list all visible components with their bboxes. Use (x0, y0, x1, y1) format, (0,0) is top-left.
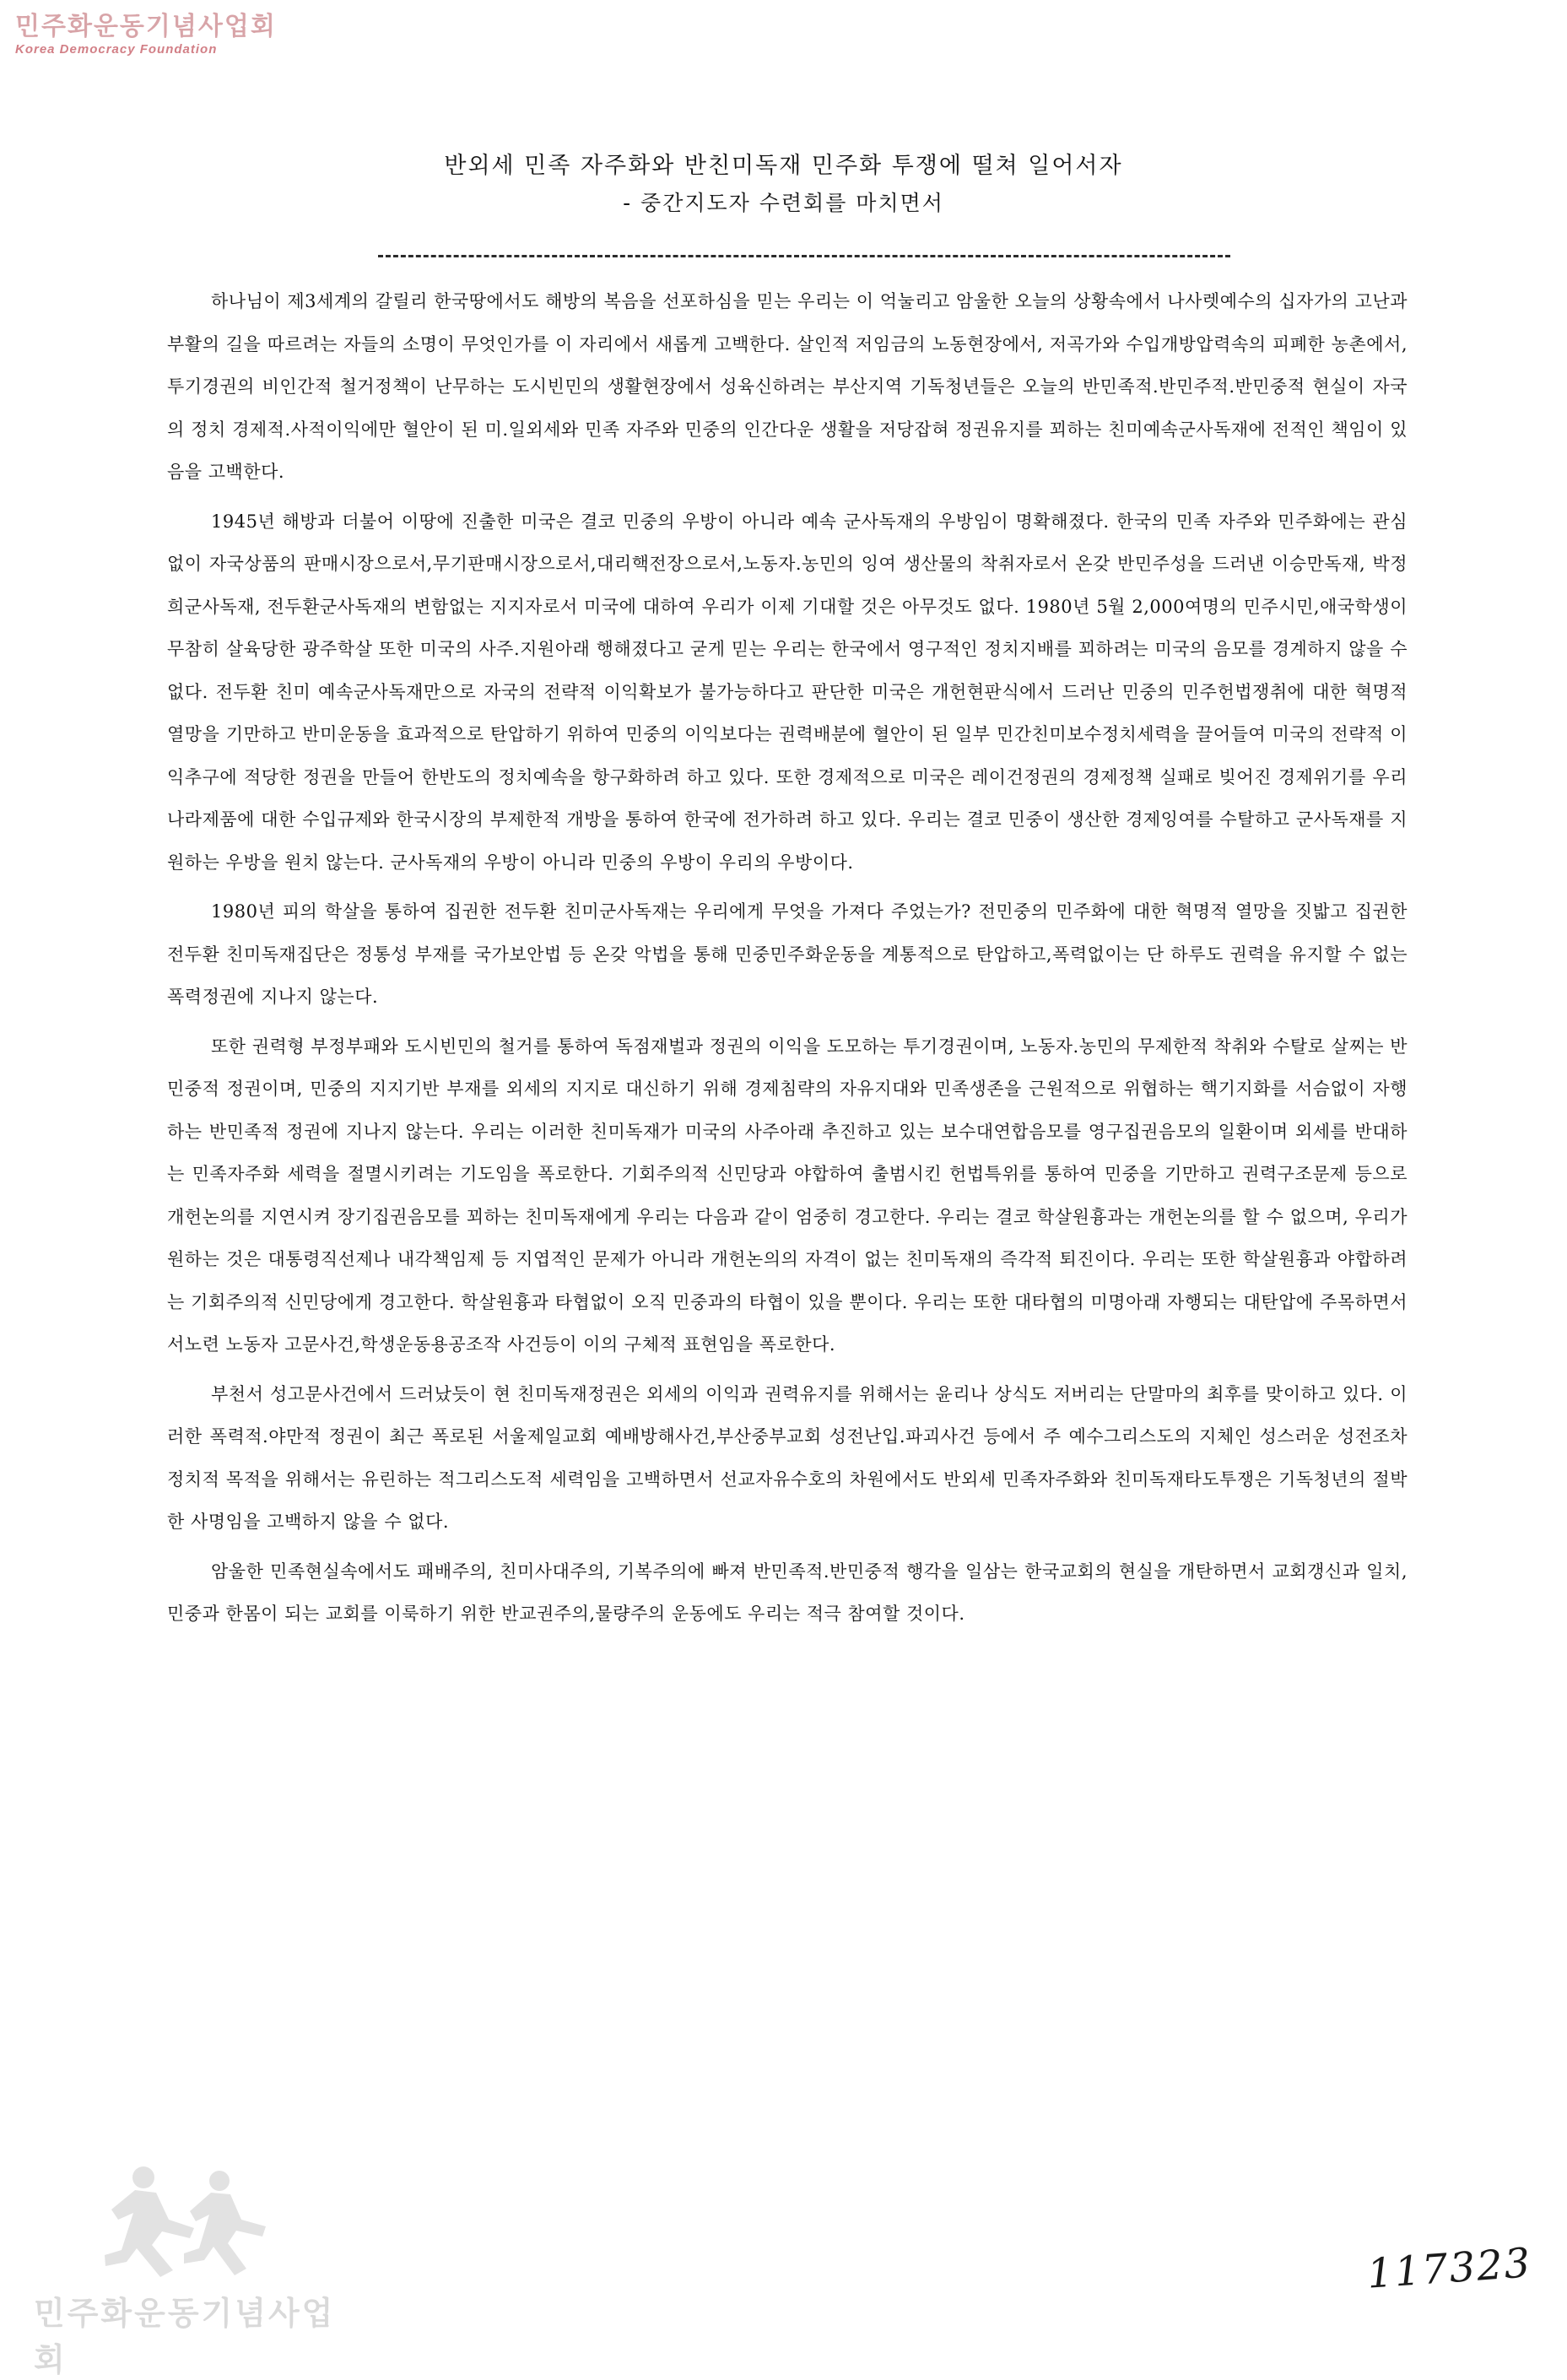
document-heading (0, 148, 1567, 222)
logo-korean-text: 민주화운동기념사업회 (15, 12, 277, 41)
document-subtitle: - 중간지도자 수련회를 마치면서 (623, 191, 944, 215)
foundation-logo (15, 12, 277, 57)
paragraph-1: 하나님이 제3세계의 갈릴리 한국땅에서도 해방의 복음을 선포하심을 믿는 우리는 이 억눌리고 암울한 오늘의 상황속에서 나사렛예수의 십자가의 고난과 부활의 길을 따르려는 자들의 소명이 무엇인가를 이 자리에서 새롭게 고백한다. 살인적 저임금의 노동현장에서, 저곡가와 수입개방압력속의 피폐한 농촌에서, 투기경권의 비인간적 철거정책이 난무하는 도시빈민의 생활현장에서 성육신하려는 부산지역 기독청년들은 오늘의 반민족적.반민주적.반민중적 현실이 자국의 정치 경제적.사적이익에만 혈안이 된 미.일외세와 민족 자주와 민중의 인간다운 생활을 저당잡혀 정권유지를 꾀하는 친미예속군사독재에 전적인 책임이 있음을 고백한다. (167, 291, 1408, 482)
document-title: 반외세 민족 자주화와 반친미독재 민주화 투쟁에 떨쳐 일어서자 (444, 153, 1123, 179)
watermark-text: 민주화운동기념사업회 (34, 2295, 336, 2378)
paragraph-3: 1980년 피의 학살을 통하여 집권한 전두환 친미군사독재는 우리에게 무엇을 가져다 주었는가? 전민중의 민주화에 대한 혁명적 열망을 짓밟고 집권한 전두환 친미독재집단은 정통성 부재를 국가보안법 등 온갖 악법을 통해 민중민주화운동을 계통적으로 탄압하고,폭력없이는 단 하루도 권력을 유지할 수 없는 폭력정권에 지나지 않는다. (167, 901, 1408, 1007)
logo-english-text: Korea Democracy Foundation (15, 42, 218, 57)
document-body (167, 280, 1408, 1642)
title-divider (378, 255, 1230, 257)
foundation-watermark (34, 2161, 338, 2378)
paragraph-2: 1945년 해방과 더불어 이땅에 진출한 미국은 결코 민중의 우방이 아니라 예속 군사독재의 우방임이 명확해졌다. 한국의 민족 자주와 민주화에는 관심없이 자국상품의 판매시장으로서,무기판매시장으로서,대리핵전장으로서,노동자.농민의 잉여 생산물의 착취자로서 온갖 반민주성을 드러낸 이승만독재, 박정희군사독재, 전두환군사독재의 변함없는 지지자로서 미국에 대하여 우리가 이제 기대할 것은 아무것도 없다. 1980년 5월 2,000여명의 민주시민,애국학생이 무참히 살육당한 광주학살 또한 미국의 사주.지원아래 행해졌다고 굳게 믿는 우리는 한국에서 영구적인 정치지배를 꾀하려는 미국의 음모를 경계하지 않을 수 없다. 전두환 친미 예속군사독재만으로 자국의 전략적 이익확보가 불가능하다고 판단한 미국은 개헌현판식에서 드러난 민중의 민주헌법쟁취에 대한 혁명적 열망을 기만하고 반미운동을 효과적으로 탄압하기 위하여 민중의 이익보다는 권력배분에 혈안이 된 일부 민간친미보수정치세력을 끌어들여 미국의 전략적 이익추구에 적당한 정권을 만들어 한반도의 정치예속을 항구화하려 하고 있다. 또한 경제적으로 미국은 레이건정권의 경제정책 실패로 빚어진 경제위기를 우리나라제품에 대한 수입규제와 한국시장의 부제한적 개방을 통하여 한국에 전가하려 하고 있다. 우리는 결코 민중이 생산한 경제잉여를 수탈하고 군사독재를 지원하는 우방을 원치 않는다. 군사독재의 우방이 아니라 민중의 우방이 우리의 우방이다. (167, 511, 1408, 873)
paragraph-5: 부천서 성고문사건에서 드러났듯이 현 친미독재정권은 외세의 이익과 권력유지를 위해서는 윤리나 상식도 저버리는 단말마의 최후를 맞이하고 있다. 이러한 폭력적.야만적 정권이 최근 폭로된 서울제일교회 예배방해사건,부산중부교회 성전난입.파괴사건 등에서 주 예수그리스도의 지체인 성스러운 성전조차 정치적 목적을 위해서는 유린하는 적그리스도적 세력임을 고백하면서 선교자유수호의 차원에서도 반외세 민족자주화와 친미독재타도투쟁은 기독청년의 절박한 사명임을 고백하지 않을 수 없다. (167, 1383, 1408, 1532)
paragraph-4: 또한 권력형 부정부패와 도시빈민의 철거를 통하여 독점재벌과 정권의 이익을 도모하는 투기경권이며, 노동자.농민의 무제한적 착취와 수탈로 살찌는 반민중적 정권이며, 민중의 지지기반 부재를 외세의 지지로 대신하기 위해 경제침략의 자유지대와 민족생존을 근원적으로 위협하는 핵기지화를 서슴없이 자행하는 반민족적 정권에 지나지 않는다. 우리는 이러한 친미독재가 미국의 사주아래 추진하고 있는 보수대연합음모를 영구집권음모의 일환이며 외세를 반대하는 민족자주화 세력을 절멸시키려는 기도임을 폭로한다. 기회주의적 신민당과 야합하여 출범시킨 헌법특위를 통하여 민중을 기만하고 권력구조문제 등으로 개헌논의를 지연시켜 장기집권음모를 꾀하는 친미독재에게 우리는 다음과 같이 엄중히 경고한다. 우리는 결코 학살원흉과는 개헌논의를 할 수 없으며, 우리가 원하는 것은 대통령직선제나 내각책임제 등 지엽적인 문제가 아니라 개헌논의의 자격이 없는 친미독재의 즉각적 퇴진이다. 우리는 또한 학살원흉과 야합하려는 기회주의적 신민당에게 경고한다. 학살원흉과 타협없이 오직 민중과의 타협이 있을 뿐이다. 우리는 또한 대타협의 미명아래 자행되는 대탄압에 주목하면서 서노련 노동자 고문사건,학생운동용공조작 사건등이 이의 구체적 표현임을 폭로한다. (167, 1036, 1408, 1355)
running-figures-icon (93, 2161, 287, 2279)
paragraph-6: 암울한 민족현실속에서도 패배주의, 친미사대주의, 기복주의에 빠져 반민족적.반민중적 행각을 일삼는 한국교회의 현실을 개탄하면서 교회갱신과 일치, 민중과 한몸이 되는 교회를 이룩하기 위한 반교권주의,물량주의 운동에도 우리는 적극 참여할 것이다. (167, 1561, 1408, 1624)
archive-number: 117323 (1365, 2239, 1533, 2298)
